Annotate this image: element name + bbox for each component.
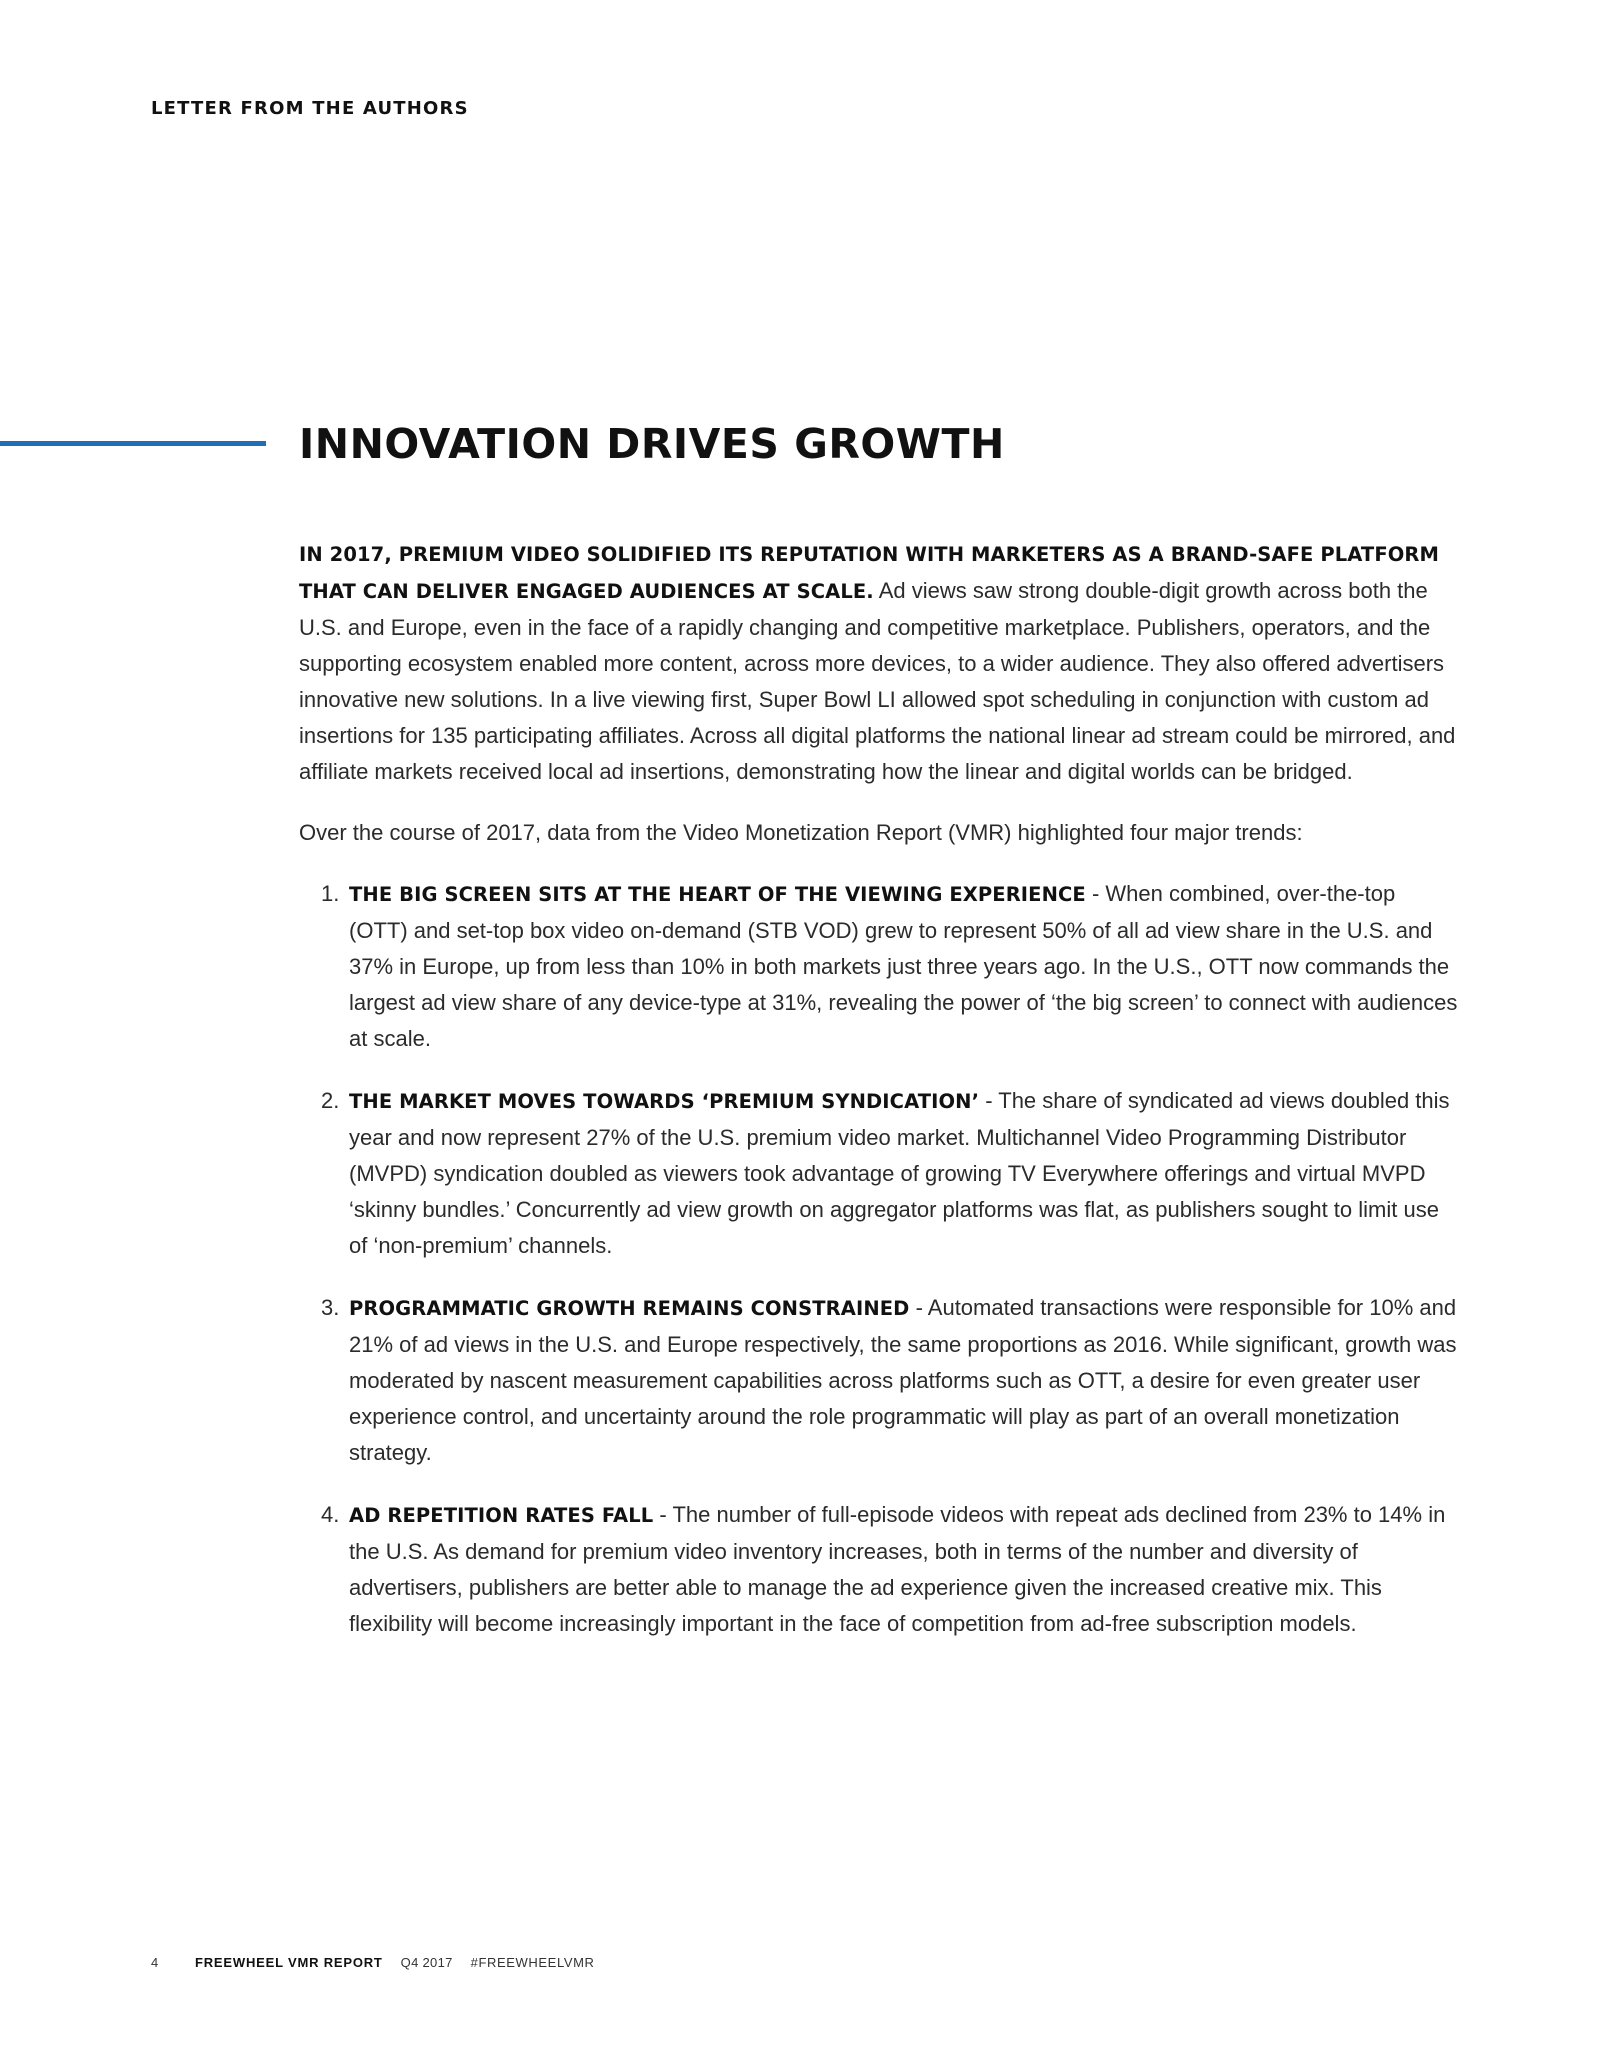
report-quarter: Q4 2017 bbox=[400, 1955, 453, 1970]
trend-title: PROGRAMMATIC GROWTH REMAINS CONSTRAINED bbox=[349, 1297, 910, 1320]
list-item bbox=[321, 876, 1459, 1057]
list-item bbox=[321, 1083, 1459, 1264]
trend-text: - The share of syndicated ad views doubled this year and now represent 27% of the U.S. premium video market. Multichannel Video Programming Distributor (MVPD) syndication doubled as viewers took advantage of growing TV Everywhere offerings and virtual MVPD ‘skinny bundles.’ Concurrently ad view growth on aggregator platforms was flat, as publishers sought to limit use of ‘non-premium’ channels. bbox=[349, 1088, 1450, 1258]
list-item-number: 1. bbox=[321, 881, 340, 906]
section-label: LETTER FROM THE AUTHORS bbox=[151, 98, 469, 119]
lead-text: Ad views saw strong double-digit growth across both the U.S. and Europe, even in the face of a rapidly changing and competitive marketplace. Publishers, operators, and the supporting ecosystem enabled more content, across more devices, to a wider audience. They also offered advertisers innovative new solutions. In a live viewing first, Super Bowl LI allowed spot scheduling in conjunction with custom ad insertions for 135 participating affiliates. Across all digital platforms the national linear ad stream could be mirrored, and affiliate markets received local ad insertions, demonstrating how the linear and digital worlds can be bridged. bbox=[299, 578, 1456, 784]
lead-bold-text: IN 2017, PREMIUM VIDEO SOLIDIFIED ITS REPUTATION WITH MARKETERS AS A BRAND-SAFE PLATFORM THAT CAN DELIVER ENGAGED AUDIENCES AT SCALE. bbox=[299, 543, 1440, 603]
page-number: 4 bbox=[151, 1955, 159, 1970]
report-hashtag: #FREEWHEELVMR bbox=[470, 1955, 595, 1970]
intro-paragraph: Over the course of 2017, data from the Video Monetization Report (VMR) highlighted four major trends: bbox=[299, 820, 1303, 845]
lead-paragraph bbox=[299, 536, 1459, 790]
list-item-number: 2. bbox=[321, 1088, 340, 1113]
trend-text: - When combined, over-the-top (OTT) and set-top box video on-demand (STB VOD) grew to represent 50% of all ad view share in the U.S. and 37% in Europe, up from less than 10% in both markets just three years ago. In the U.S., OTT now commands the largest ad view share of any device-type at 31%, revealing the power of ‘the big screen’ to connect with audiences at scale. bbox=[349, 881, 1458, 1051]
trend-title: THE MARKET MOVES TOWARDS ‘PREMIUM SYNDICATION’ bbox=[349, 1090, 980, 1113]
article-body bbox=[299, 536, 1459, 1668]
report-name: FREEWHEEL VMR REPORT bbox=[195, 1955, 383, 1970]
accent-rule bbox=[0, 441, 266, 446]
list-item-number: 3. bbox=[321, 1295, 340, 1320]
trends-list bbox=[299, 876, 1459, 1642]
list-item bbox=[321, 1497, 1459, 1642]
page-title: INNOVATION DRIVES GROWTH bbox=[299, 420, 1005, 468]
list-item bbox=[321, 1290, 1459, 1471]
trend-title: THE BIG SCREEN SITS AT THE HEART OF THE VIEWING EXPERIENCE bbox=[349, 883, 1086, 906]
trend-text: - The number of full-episode videos with repeat ads declined from 23% to 14% in the U.S. As demand for premium video inventory increases, both in terms of the number and diversity of advertisers, publishers are better able to manage the ad experience given the increased creative mix. This flexibility will become increasingly important in the face of competition from ad-free subscription models. bbox=[349, 1502, 1446, 1636]
page-footer bbox=[151, 1955, 595, 1970]
list-item-number: 4. bbox=[321, 1502, 340, 1527]
trend-text: - Automated transactions were responsible for 10% and 21% of ad views in the U.S. and Europe respectively, the same proportions as 2016. While significant, growth was moderated by nascent measurement capabilities across platforms such as OTT, a desire for even greater user experience control, and uncertainty around the role programmatic will play as part of an overall monetization strategy. bbox=[349, 1295, 1457, 1465]
trend-title: AD REPETITION RATES FALL bbox=[349, 1504, 654, 1527]
